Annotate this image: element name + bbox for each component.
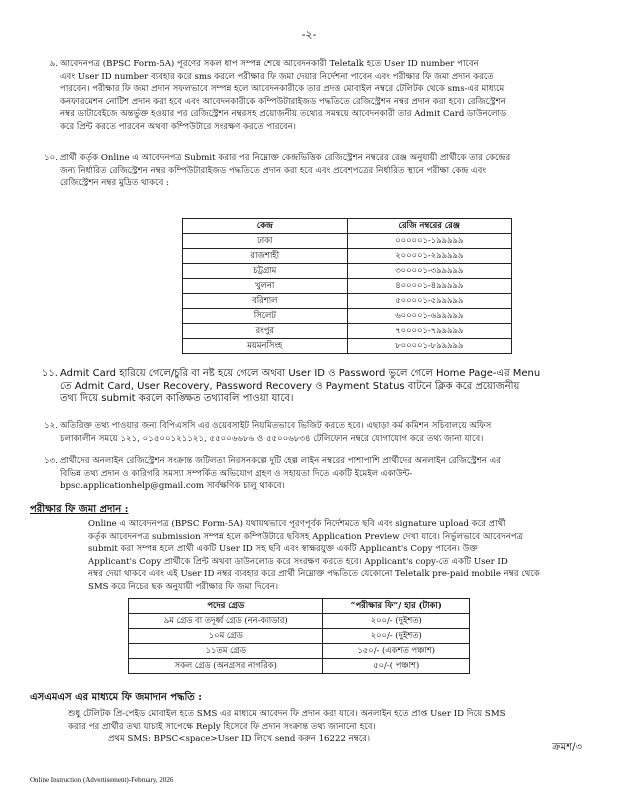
- item-line: তথ্য দিয়ে submit করলে কাঙ্ক্ষিত তথ্যাবলি পাওয়া যাবে।: [60, 393, 294, 405]
- centre-cell: চট্টগ্রাম: [183, 264, 348, 279]
- table-header: “পরীক্ষার ফি”/ হার (টাকা): [323, 599, 470, 614]
- fee-paragraph: [88, 518, 582, 594]
- table-row: [183, 324, 512, 339]
- fee-cell: ২০০/- (দুইশত): [323, 629, 470, 644]
- centre-cell: রাজশাহী: [183, 249, 348, 264]
- para-line: কর্তৃক আবেদনপত্র submission সম্পন্ন হলে কম্পিউটারে ছবিসহ Application Preview দেখা যাবে। নির্ভুলভাবে আবেদনপত্র: [88, 531, 523, 542]
- continued-marker: ক্রমশ/৩: [552, 742, 582, 753]
- sms-section-title: এসএমএস এর মাধ্যমে ফি জমাদান পদ্ধতি :: [30, 692, 202, 703]
- para-line: করার পর প্রার্থীর তথ্য যাচাই সাপেক্ষে Reply হিসেবে ফি প্রদান সংক্রান্ত তথ্য জানানো হবে।: [68, 721, 376, 732]
- centre-cell: ময়মনসিংহ: [183, 339, 348, 354]
- para-line: SMS করে নিচের ছক অনুযায়ী পরীক্ষার ফি জমা দিবেন।: [88, 581, 279, 592]
- item-number: ১২.: [44, 421, 58, 431]
- para-line: submit করা সম্পন্ন হলে প্রার্থী একটি User ID সহ ছবি এবং স্বাক্ষরযুক্ত একটি Applicant's Copy পাবেন। উক্ত: [88, 544, 478, 555]
- footer: Online Instruction (Advertisement)-February, 2026: [30, 776, 174, 784]
- table-header: কেন্দ্র: [183, 219, 348, 234]
- table-row: [183, 264, 512, 279]
- item-line: নম্বর ডাটাবেইজে অন্তর্ভুক্ত হওয়ার পর রেজিস্ট্রেশন নম্বরসহ প্রয়োজনীয় তথ্যের সমন্বয়ে আবেদনকারী তার Admit Card ডাউনলোড: [60, 109, 507, 120]
- item-line: জন্য নির্ধারিত রেজিস্ট্রেশন নম্বর কম্পিউটারাইজড পদ্ধতিতে প্রদান করা হবে এবং প্রবেশপত্রের নির্ধারিত স্থানে পরীক্ষা কেন্দ্র এবং: [60, 165, 487, 176]
- item-line: বিভিন্ন তথ্য প্রদান ও কারিগরি সমস্যা সম্পর্কিত অভিযোগ গ্রহণ ও সহায়তা দিতে একটি ইমেইল একাউন্ট-: [60, 468, 413, 479]
- grade-cell: ১১তম গ্রেড: [129, 644, 323, 659]
- fee-cell: ৫০/-( পঞ্চাশ): [323, 659, 470, 674]
- range-cell: ৫০০০০১-৫৯৯৯৯৯: [347, 294, 512, 309]
- fee-cell: ১৫০/- (একশত পঞ্চাশ): [323, 644, 470, 659]
- centre-cell: খুলনা: [183, 279, 348, 294]
- range-cell: ৬০০০০১-৬৯৯৯৯৯: [347, 309, 512, 324]
- table-row: [129, 614, 470, 629]
- range-cell: ৩০০০০১-৩৯৯৯৯৯: [347, 264, 512, 279]
- grade-cell: ৯ম গ্রেড বা তদূর্ধ্ব গ্রেড (নন-ক্যাডার): [129, 614, 323, 629]
- table-row: [183, 309, 512, 324]
- para-line: Applicant's Copy প্রার্থীকে প্রিন্ট অথবা ডাউনলোড করে সংরক্ষণ করতে হবে। Applicant's copy-তে একটি User ID: [88, 556, 508, 567]
- table-row: [183, 279, 512, 294]
- table-row: [183, 339, 512, 354]
- range-cell: ৪০০০০১-৪৯৯৯৯৯: [347, 279, 512, 294]
- range-cell: ২০০০০১-২৯৯৯৯৯: [347, 249, 512, 264]
- item-line: পারবেন। পরীক্ষার ফি জমা প্রদান সফলভাবে সম্পন্ন হলে আবেদনকারীকে তার প্রদত্ত মোবাইল নম্বরে টেলিটক থেকে sms-এর মাধ্যমে: [60, 84, 505, 95]
- para-line: নম্বর দেয়া থাকবে এবং এই User ID নম্বর ব্যবহার করে প্রার্থী নিম্নোক্ত পদ্ধতিতে যেকোনো Teletalk pre-paid mobile নম্বর থেকে: [88, 569, 540, 580]
- table-row: [183, 294, 512, 309]
- item-line: bpsc.applicationhelp@gmail.com সার্বক্ষণিক চালু থাকবে।: [60, 481, 285, 492]
- page-number: -২-: [301, 28, 317, 41]
- item-line: অতিরিক্ত তথ্য পাওয়ার জন্য বিপিএসসি এর ওয়েবসাইট নিয়মিতভাবে ভিজিট করতে হবে। এছাড়া কর্ম কমিশন সচিবালয়ে অফিস: [60, 421, 492, 431]
- table-header: রেজি নম্বরের রেঞ্জ: [347, 219, 512, 234]
- item-line: Admit Card হারিয়ে গেলে/চুরি বা নষ্ট হয়ে গেলে অথবা User ID ও Password ভুলে গেলে Home Page-এর Menu: [60, 368, 541, 379]
- grade-cell: সকল গ্রেড (অনগ্রসর নাগরিক): [129, 659, 323, 674]
- table-row: [183, 249, 512, 264]
- item-line: আবেদনপত্র (BPSC Form-5A) পূরণের সকল ধাপ সম্পন্ন শেষে আবেদনকারী Teletalk হতে User ID number পাবেন: [60, 59, 479, 69]
- sms-paragraph: [68, 708, 582, 746]
- item-13: [44, 455, 580, 493]
- range-cell: ৮০০০০১-৮৯৯৯৯৯: [347, 339, 512, 354]
- item-line: করে প্রিন্ট করতে পারবেন অথবা কম্পিউটারে সংরক্ষণ করতে পারবেন।: [60, 121, 296, 132]
- range-cell: ০০০০০১-১৯৯৯৯৯: [347, 234, 512, 249]
- centre-cell: বরিশাল: [183, 294, 348, 309]
- item-number: ১০.: [44, 153, 58, 163]
- para-line: প্রথম SMS: BPSC<space>User ID লিখে send করুন 16222 নম্বরে।: [108, 734, 371, 745]
- centre-range-table: [182, 218, 512, 354]
- table-row: [129, 644, 470, 659]
- item-12: [44, 420, 580, 445]
- item-line: এবং User ID number ব্যবহার করে sms করলে পরীক্ষার ফি জমা দেয়ার নির্দেশনা পাবেন এবং পরীক্ষার ফি জমা প্রদান করতে: [60, 71, 494, 82]
- item-10: [44, 152, 580, 190]
- item-number: ৯.: [49, 59, 58, 69]
- centre-cell: ঢাকা: [183, 234, 348, 249]
- item-11: [41, 368, 580, 406]
- table-row: [129, 629, 470, 644]
- fee-section-title: পরীক্ষার ফি জমা প্রদান :: [30, 504, 129, 515]
- item-line: রেজিস্ট্রেশন নম্বর মুদ্রিত থাকবে :: [60, 178, 169, 189]
- grade-cell: ১০ম গ্রেড: [129, 629, 323, 644]
- item-number: ১১.: [41, 368, 58, 379]
- para-line: Online এ আবেদনপত্র (BPSC Form-5A) যথাযথভাবে পূরণপূর্বক নির্দেশমতে ছবি এবং signature upload করে প্রার্থী: [88, 519, 506, 529]
- item-line: চলাকালীন সময়ে ১২১, ০১৫০০১২১১২১, ৫৫০০৬৬৮৬ ও ৫৫০০৬৮৩৪ টেলিফোন নম্বরে যোগাযোগ করে তথ্য জানা যাবে।: [60, 433, 484, 444]
- item-line: প্রার্থী কর্তৃক Online এ আবেদনপত্র Submit করার পর নিম্নোক্ত কেন্দ্রভিত্তিক রেজিস্ট্রেশন নম্বরের রেঞ্জ অনুযায়ী প্রার্থীকে তার কেন্দ্রের: [60, 153, 511, 163]
- para-line: শুধু টেলিটক প্রি-পেইড মোবাইল হতে SMS এর মাধ্যমে আবেদন ফি প্রদান করা যাবে। অনলাইন হতে প্রাপ্ত User ID দিয়ে SMS: [68, 709, 506, 719]
- table-row: [183, 234, 512, 249]
- centre-cell: সিলেট: [183, 309, 348, 324]
- item-9: [49, 58, 580, 134]
- item-line: তে Admit Card, User Recovery, Password Recovery ও Payment Status বাটনে ক্লিক করে প্রয়োজনীয়: [60, 380, 520, 392]
- fee-table: [128, 598, 470, 674]
- fee-cell: ২০০/- (দুইশত): [323, 614, 470, 629]
- centre-cell: রংপুর: [183, 324, 348, 339]
- item-line: কনফারমেশন নোটিশ প্রদান করা হবে এবং আবেদনকারীকে কম্পিউটারাইজড পদ্ধতিতে রেজিস্ট্রেশন নম্বর প্রদান করা হবে। রেজিস্ট্রেশন: [60, 96, 506, 107]
- item-line: প্রার্থীদের অনলাইন রেজিস্ট্রেশন সংক্রান্ত জটিলতা নিরসনকল্পে দুটি হেল্প লাইন নম্বরের পাশাপাশি প্রার্থীদের অনলাইন রেজিস্ট্রেশন এর: [60, 456, 502, 466]
- table-row: [129, 659, 470, 674]
- range-cell: ৭০০০০১-৭৯৯৯৯৯: [347, 324, 512, 339]
- item-number: ১৩.: [44, 456, 58, 466]
- table-header: পদের গ্রেড: [129, 599, 323, 614]
